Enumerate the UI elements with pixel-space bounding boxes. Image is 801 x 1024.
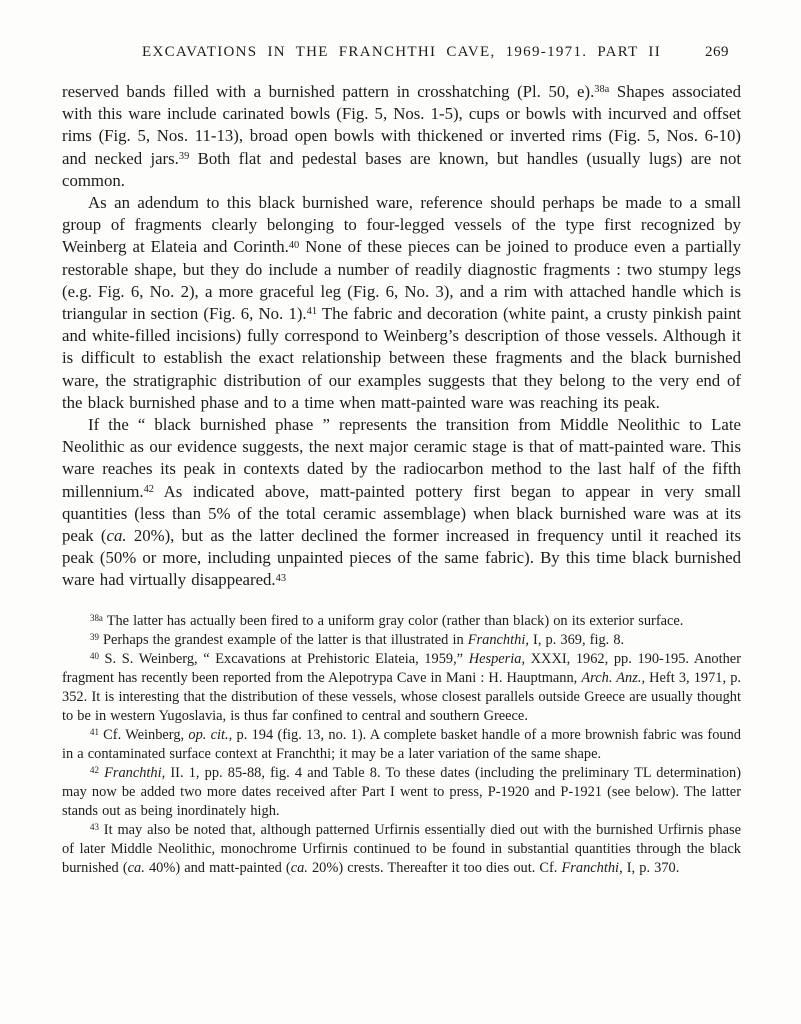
footnote-43: $^{43}$ It may also be noted that, although patterned Urfirnis essentially died out with the burnished Urfirnis phase of later Middle Neolithic, monochrome Urfirnis continued to be found in substantial quantities through the black burnished (ca. 40%) and matt-painted (ca. 20%) crests. Thereafter it too dies out. Cf. Franchthi, I, p. 370.	[62, 821, 741, 876]
footnote-42: $^{42}$ Franchthi, II. 1, pp. 85-88, fig. 4 and Table 8. To these dates (including the preliminary TL determination) may now be added two more dates received after Part I went to press, P-1920 and P-1921 (see below). The latter stands out as being inordinately high.	[62, 764, 741, 819]
footnote-41: $^{41}$ Cf. Weinberg, op. cit., p. 194 (fig. 13, no. 1). A complete basket handle of a more brownish fabric was found in a contaminated surface context at Franchthi; it may be a later variation of the same shape.	[62, 726, 741, 762]
page-header	[62, 44, 741, 61]
running-title: EXCAVATIONS IN THE FRANCHTHI CAVE, 1969-1971. PART II	[141, 44, 661, 60]
footnote-39: $^{39}$ Perhaps the grandest example of the latter is that illustrated in Franchthi, I, p. 369, fig. 8.	[90, 631, 625, 648]
article-body	[62, 81, 741, 592]
paragraph-1: reserved bands filled with a burnished pattern in crosshatching (Pl. 50, e).$^{38a}$ Shapes associated with this ware include carinated bowls (Fig. 5, Nos. 1-5), cups or bowls with incurved and offset rims (Fig. 5, Nos. 11-13), broad open bowls with thickened or inverted rims (Fig. 5, Nos. 6-10) and necked jars.$^{39}$ Both flat and pedestal bases are known, but handles (usually lugs) are not common.	[62, 82, 742, 190]
paragraph-2: As an adendum to this black burnished ware, reference should perhaps be made to a small group of fragments clearly belonging to four-legged vessels of the type first recognized by Weinberg at Elateia and Corinth.$^{40}$ None of these pieces can be joined to produce even a partially restorable shape, but they do include a number of readily diagnostic fragments : two stumpy legs (e.g. Fig. 6, No. 2), a more graceful leg (Fig. 6, No. 3), and a rim with attached handle which is triangular in section (Fig. 6, No. 1).$^{41}$ The fabric and decoration (white paint, a crusty pinkish paint and white-filled incisions) fully correspond to Weinberg’s description of those vessels. Although it is difficult to establish the exact relationship between these fragments and the black burnished ware, the stratigraphic distribution of our examples suggests that they belong to the very end of the black burnished phase and to a time when matt-painted ware was reaching its peak.	[62, 193, 741, 412]
page-number: 269	[705, 44, 729, 60]
footnote-40: $^{40}$ S. S. Weinberg, “ Excavations at Prehistoric Elateia, 1959,” Hesperia, XXXI, 1962, pp. 190-195. Another fragment has recently been reported from the Alepotrypa Cave in Mani : H. Hauptmann, Arch. Anz., Heft 3, 1971, p. 352. It is interesting that the distribution of these vessels, whose closest parallels outside Greece are usually thought to be in western Yugoslavia, is thus far confined to central and southern Greece.	[62, 650, 741, 724]
paragraph-3: If the “ black burnished phase ” represents the transition from Middle Neolithic to Late Neolithic as our evidence suggests, the next major ceramic stage is that of matt-painted ware. This ware reaches its peak in contexts dated by the radiocarbon method to the last half of the fifth millennium.$^{42}$ As indicated above, matt-painted pottery first began to appear in very small quantities (less than 5% of the total ceramic assemblage) when black burnished ware was at its peak (ca. 20%), but as the latter declined the former increased in frequency until it reached its peak (50% or more, including unpainted pieces of the same fabric). By this time black burnished ware had virtually disappeared.$^{43}$	[62, 415, 741, 590]
footnotes	[62, 612, 741, 878]
footnote-38a: $^{38a}$ The latter has actually been fired to a uniform gray color (rather than black) on its exterior surface.	[90, 612, 684, 629]
